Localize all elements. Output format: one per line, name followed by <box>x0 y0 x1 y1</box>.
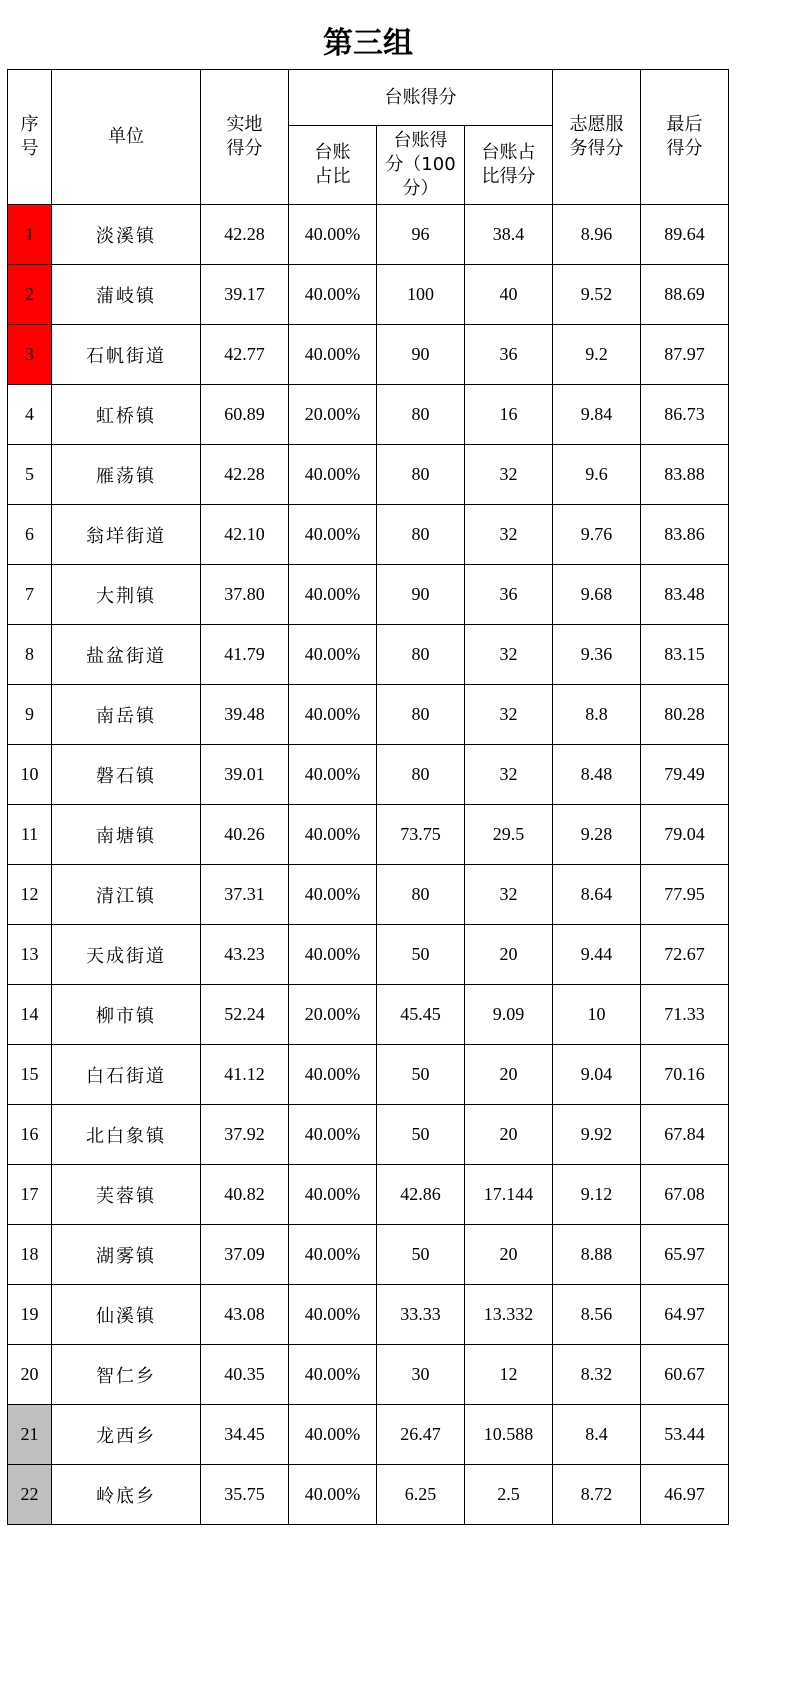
table-row <box>8 505 729 565</box>
table-row <box>8 1405 729 1465</box>
cell-ledger-score: 96 <box>377 205 465 265</box>
cell-ledger-ratio: 40.00% <box>289 1285 377 1345</box>
cell-final: 79.49 <box>641 745 729 805</box>
cell-index: 4 <box>8 385 52 445</box>
cell-ledger-score: 90 <box>377 325 465 385</box>
cell-ledger-ratio: 40.00% <box>289 925 377 985</box>
cell-unit: 石帆街道 <box>52 325 201 385</box>
cell-ledger-weighted: 32 <box>465 505 553 565</box>
cell-field-score: 40.35 <box>201 1345 289 1405</box>
cell-ledger-score: 80 <box>377 685 465 745</box>
cell-field-score: 35.75 <box>201 1465 289 1525</box>
cell-ledger-weighted: 40 <box>465 265 553 325</box>
cell-ledger-score: 90 <box>377 565 465 625</box>
cell-ledger-weighted: 17.144 <box>465 1165 553 1225</box>
cell-unit: 湖雾镇 <box>52 1225 201 1285</box>
table-row <box>8 745 729 805</box>
cell-index: 2 <box>8 265 52 325</box>
cell-volunteer: 8.64 <box>553 865 641 925</box>
cell-ledger-score: 80 <box>377 865 465 925</box>
table-row <box>8 1105 729 1165</box>
cell-ledger-ratio: 40.00% <box>289 325 377 385</box>
cell-final: 83.86 <box>641 505 729 565</box>
cell-volunteer: 8.32 <box>553 1345 641 1405</box>
header-ledger-weighted-text: 台账占 比得分 <box>481 142 536 187</box>
header-ledger-score-100-text: 台账得 分（100 分） <box>385 130 456 199</box>
cell-field-score: 37.31 <box>201 865 289 925</box>
cell-field-score: 40.26 <box>201 805 289 865</box>
cell-index: 12 <box>8 865 52 925</box>
cell-index: 18 <box>8 1225 52 1285</box>
cell-unit: 南塘镇 <box>52 805 201 865</box>
cell-volunteer: 9.36 <box>553 625 641 685</box>
cell-ledger-ratio: 40.00% <box>289 685 377 745</box>
cell-final: 89.64 <box>641 205 729 265</box>
cell-ledger-score: 80 <box>377 385 465 445</box>
table-row <box>8 1045 729 1105</box>
cell-index: 6 <box>8 505 52 565</box>
cell-final: 67.84 <box>641 1105 729 1165</box>
cell-field-score: 41.12 <box>201 1045 289 1105</box>
table-row <box>8 1285 729 1345</box>
cell-ledger-weighted: 32 <box>465 865 553 925</box>
cell-ledger-score: 30 <box>377 1345 465 1405</box>
cell-volunteer: 9.76 <box>553 505 641 565</box>
cell-ledger-score: 50 <box>377 1045 465 1105</box>
cell-final: 72.67 <box>641 925 729 985</box>
cell-field-score: 37.80 <box>201 565 289 625</box>
cell-unit: 磐石镇 <box>52 745 201 805</box>
score-table-body <box>8 205 729 1525</box>
cell-field-score: 43.08 <box>201 1285 289 1345</box>
header-ledger-group-text: 台账得分 <box>384 86 457 108</box>
cell-ledger-weighted: 29.5 <box>465 805 553 865</box>
cell-volunteer: 9.2 <box>553 325 641 385</box>
cell-volunteer: 9.44 <box>553 925 641 985</box>
cell-ledger-ratio: 40.00% <box>289 505 377 565</box>
header-ledger-ratio-text: 台账 占比 <box>314 142 351 187</box>
cell-final: 46.97 <box>641 1465 729 1525</box>
header-final <box>641 70 729 205</box>
header-ledger-ratio <box>289 126 377 205</box>
table-row <box>8 805 729 865</box>
cell-ledger-ratio: 20.00% <box>289 985 377 1045</box>
cell-ledger-ratio: 40.00% <box>289 1345 377 1405</box>
cell-ledger-score: 80 <box>377 745 465 805</box>
cell-ledger-score: 80 <box>377 505 465 565</box>
cell-field-score: 42.77 <box>201 325 289 385</box>
cell-index: 22 <box>8 1465 52 1525</box>
cell-index: 21 <box>8 1405 52 1465</box>
cell-index: 19 <box>8 1285 52 1345</box>
cell-final: 70.16 <box>641 1045 729 1105</box>
header-volunteer-text: 志愿服 务得分 <box>569 114 624 159</box>
cell-field-score: 39.48 <box>201 685 289 745</box>
cell-ledger-ratio: 40.00% <box>289 1165 377 1225</box>
cell-unit: 蒲岐镇 <box>52 265 201 325</box>
table-row <box>8 1465 729 1525</box>
cell-ledger-ratio: 40.00% <box>289 1405 377 1465</box>
cell-ledger-weighted: 32 <box>465 445 553 505</box>
cell-ledger-score: 42.86 <box>377 1165 465 1225</box>
cell-volunteer: 9.6 <box>553 445 641 505</box>
table-row <box>8 925 729 985</box>
cell-unit: 淡溪镇 <box>52 205 201 265</box>
cell-volunteer: 9.28 <box>553 805 641 865</box>
cell-final: 83.88 <box>641 445 729 505</box>
cell-volunteer: 9.68 <box>553 565 641 625</box>
table-row <box>8 325 729 385</box>
cell-volunteer: 8.72 <box>553 1465 641 1525</box>
cell-index: 1 <box>8 205 52 265</box>
cell-unit: 清江镇 <box>52 865 201 925</box>
cell-index: 15 <box>8 1045 52 1105</box>
cell-ledger-weighted: 9.09 <box>465 985 553 1045</box>
cell-final: 83.15 <box>641 625 729 685</box>
cell-ledger-ratio: 40.00% <box>289 1105 377 1165</box>
cell-unit: 智仁乡 <box>52 1345 201 1405</box>
cell-ledger-ratio: 20.00% <box>289 385 377 445</box>
cell-unit: 芙蓉镇 <box>52 1165 201 1225</box>
cell-unit: 仙溪镇 <box>52 1285 201 1345</box>
cell-ledger-ratio: 40.00% <box>289 805 377 865</box>
cell-index: 5 <box>8 445 52 505</box>
cell-final: 87.97 <box>641 325 729 385</box>
cell-field-score: 39.01 <box>201 745 289 805</box>
cell-final: 65.97 <box>641 1225 729 1285</box>
score-table <box>7 69 729 1525</box>
cell-ledger-weighted: 20 <box>465 1225 553 1285</box>
cell-final: 83.48 <box>641 565 729 625</box>
cell-volunteer: 9.12 <box>553 1165 641 1225</box>
cell-ledger-score: 33.33 <box>377 1285 465 1345</box>
cell-ledger-score: 50 <box>377 1105 465 1165</box>
cell-ledger-score: 73.75 <box>377 805 465 865</box>
cell-field-score: 39.17 <box>201 265 289 325</box>
cell-ledger-weighted: 20 <box>465 1105 553 1165</box>
cell-index: 13 <box>8 925 52 985</box>
header-field-score-text: 实地 得分 <box>226 114 263 159</box>
table-row <box>8 865 729 925</box>
cell-ledger-score: 80 <box>377 625 465 685</box>
cell-final: 53.44 <box>641 1405 729 1465</box>
cell-unit: 南岳镇 <box>52 685 201 745</box>
cell-ledger-ratio: 40.00% <box>289 865 377 925</box>
table-row <box>8 1165 729 1225</box>
cell-final: 86.73 <box>641 385 729 445</box>
cell-field-score: 37.09 <box>201 1225 289 1285</box>
cell-field-score: 42.28 <box>201 205 289 265</box>
cell-volunteer: 8.4 <box>553 1405 641 1465</box>
cell-ledger-score: 80 <box>377 445 465 505</box>
cell-final: 67.08 <box>641 1165 729 1225</box>
header-ledger-weighted <box>465 126 553 205</box>
cell-field-score: 60.89 <box>201 385 289 445</box>
cell-index: 7 <box>8 565 52 625</box>
cell-index: 8 <box>8 625 52 685</box>
table-row <box>8 205 729 265</box>
cell-ledger-ratio: 40.00% <box>289 1045 377 1105</box>
cell-ledger-score: 26.47 <box>377 1405 465 1465</box>
cell-unit: 岭底乡 <box>52 1465 201 1525</box>
cell-unit: 龙西乡 <box>52 1405 201 1465</box>
cell-final: 88.69 <box>641 265 729 325</box>
cell-field-score: 42.28 <box>201 445 289 505</box>
table-row <box>8 685 729 745</box>
header-ledger-score-100 <box>377 126 465 205</box>
cell-ledger-ratio: 40.00% <box>289 445 377 505</box>
cell-ledger-score: 50 <box>377 925 465 985</box>
cell-final: 80.28 <box>641 685 729 745</box>
cell-volunteer: 8.96 <box>553 205 641 265</box>
cell-ledger-weighted: 32 <box>465 625 553 685</box>
cell-ledger-ratio: 40.00% <box>289 1225 377 1285</box>
cell-index: 10 <box>8 745 52 805</box>
cell-ledger-ratio: 40.00% <box>289 265 377 325</box>
table-row <box>8 1225 729 1285</box>
cell-volunteer: 9.52 <box>553 265 641 325</box>
table-row <box>8 565 729 625</box>
cell-unit: 白石街道 <box>52 1045 201 1105</box>
cell-ledger-weighted: 36 <box>465 325 553 385</box>
cell-unit: 柳市镇 <box>52 985 201 1045</box>
cell-field-score: 42.10 <box>201 505 289 565</box>
cell-volunteer: 8.48 <box>553 745 641 805</box>
cell-index: 11 <box>8 805 52 865</box>
cell-field-score: 52.24 <box>201 985 289 1045</box>
table-row <box>8 625 729 685</box>
cell-ledger-score: 100 <box>377 265 465 325</box>
header-unit <box>52 70 201 205</box>
header-index <box>8 70 52 205</box>
header-unit-text: 单位 <box>108 126 144 147</box>
cell-volunteer: 8.8 <box>553 685 641 745</box>
cell-ledger-weighted: 32 <box>465 745 553 805</box>
cell-final: 77.95 <box>641 865 729 925</box>
cell-field-score: 40.82 <box>201 1165 289 1225</box>
header-ledger-group <box>289 70 553 126</box>
cell-volunteer: 8.88 <box>553 1225 641 1285</box>
cell-ledger-weighted: 32 <box>465 685 553 745</box>
cell-ledger-weighted: 36 <box>465 565 553 625</box>
cell-volunteer: 10 <box>553 985 641 1045</box>
table-row <box>8 385 729 445</box>
cell-final: 71.33 <box>641 985 729 1045</box>
cell-ledger-score: 50 <box>377 1225 465 1285</box>
cell-index: 9 <box>8 685 52 745</box>
cell-ledger-weighted: 16 <box>465 385 553 445</box>
cell-unit: 雁荡镇 <box>52 445 201 505</box>
cell-volunteer: 9.04 <box>553 1045 641 1105</box>
cell-index: 16 <box>8 1105 52 1165</box>
header-volunteer <box>553 70 641 205</box>
cell-ledger-ratio: 40.00% <box>289 1465 377 1525</box>
cell-ledger-ratio: 40.00% <box>289 565 377 625</box>
cell-ledger-weighted: 20 <box>465 1045 553 1105</box>
header-final-text: 最后 得分 <box>666 114 703 159</box>
header-index-text: 序 号 <box>20 114 39 159</box>
cell-ledger-score: 6.25 <box>377 1465 465 1525</box>
cell-volunteer: 8.56 <box>553 1285 641 1345</box>
cell-ledger-weighted: 10.588 <box>465 1405 553 1465</box>
cell-ledger-ratio: 40.00% <box>289 205 377 265</box>
cell-ledger-weighted: 38.4 <box>465 205 553 265</box>
table-row <box>8 1345 729 1405</box>
table-row <box>8 265 729 325</box>
cell-unit: 盐盆街道 <box>52 625 201 685</box>
cell-ledger-ratio: 40.00% <box>289 745 377 805</box>
table-row <box>8 985 729 1045</box>
cell-index: 3 <box>8 325 52 385</box>
cell-index: 17 <box>8 1165 52 1225</box>
cell-ledger-weighted: 13.332 <box>465 1285 553 1345</box>
cell-final: 60.67 <box>641 1345 729 1405</box>
cell-ledger-ratio: 40.00% <box>289 625 377 685</box>
cell-field-score: 37.92 <box>201 1105 289 1165</box>
cell-volunteer: 9.92 <box>553 1105 641 1165</box>
cell-unit: 虹桥镇 <box>52 385 201 445</box>
cell-ledger-weighted: 2.5 <box>465 1465 553 1525</box>
cell-ledger-weighted: 12 <box>465 1345 553 1405</box>
page-title: 第三组 <box>323 26 413 61</box>
cell-field-score: 34.45 <box>201 1405 289 1465</box>
cell-final: 64.97 <box>641 1285 729 1345</box>
cell-ledger-weighted: 20 <box>465 925 553 985</box>
header-field-score <box>201 70 289 205</box>
cell-unit: 翁垟街道 <box>52 505 201 565</box>
cell-unit: 天成街道 <box>52 925 201 985</box>
cell-ledger-score: 45.45 <box>377 985 465 1045</box>
cell-field-score: 41.79 <box>201 625 289 685</box>
table-row <box>8 445 729 505</box>
cell-index: 20 <box>8 1345 52 1405</box>
cell-index: 14 <box>8 985 52 1045</box>
cell-unit: 大荆镇 <box>52 565 201 625</box>
cell-unit: 北白象镇 <box>52 1105 201 1165</box>
cell-field-score: 43.23 <box>201 925 289 985</box>
cell-final: 79.04 <box>641 805 729 865</box>
cell-volunteer: 9.84 <box>553 385 641 445</box>
